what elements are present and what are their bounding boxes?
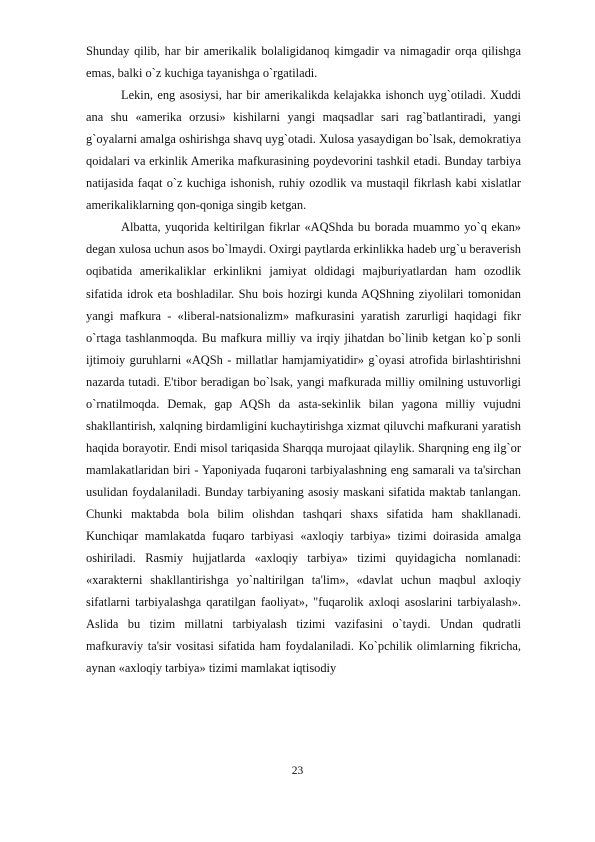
document-page bbox=[86, 40, 521, 679]
paragraph-2: Lekin, eng asosiysi, har bir amerikalikda kelajakka ishonch uyg`otiladi. Xuddi ana shu «amerika orzusi» kishilarni yangi maqsadlar sari rag`batlantiradi, yangi g`oyalarni amalga oshirishga shavq uyg`otadi. Xulosa yasaydigan bo`lsak, demokratiya qoidalari va erkinlik Amerika mafkurasining poydevorini tashkil etadi. Bunday tarbiya natijasida faqat o`z kuchiga ishonish, ruhiy ozodlik va mustaqil fikrlash kabi xislatlar amerikaliklarning qon-qoniga singib ketgan. bbox=[86, 88, 521, 213]
paragraph-3: Albatta, yuqorida keltirilgan fikrlar «AQShda bu borada muammo yo`q ekan» degan xulosa uchun asos bo`lmaydi. Oxirgi paytlarda erkinlikka hadeb urg`u beraverish oqibatida amerikaliklar erkinlikni jamiyat oldidagi majburiyatlardan ham ozodlik sifatida idrok eta boshladilar. Shu bois hozirgi kunda AQShning ziyolilari tomonidan yangi mafkura - «liberal-natsionalizm» mafkurasini yaratish zarurligi haqidagi fikr o`rtaga tashlanmoqda. Bu mafkura milliy va irqiy jihatdan bo`linib ketgan ko`p sonli ijtimoiy guruhlarni «AQSh - millatlar hamjamiyatidir» g`oyasi atrofida birlashtirishni nazarda tutadi. E'tibor beradigan bo`lsak, yangi mafkurada milliy omilning ustuvorligi o`rnatilmoqda. Demak, gap AQSh da asta-sekinlik bilan yagona milliy vujudni shakllantirish, xalqning birdamligini kuchaytirishga xizmat qiluvchi mafkurani yaratish haqida borayotir. Endi misol tariqasida Sharqqa murojaat qilaylik. Sharqning eng ilg`or mamlakatlaridan biri - Yaponiyada fuqaroni tarbiyalashning eng samarali va ta'sirchan usulidan foydalaniladi. Bunday tarbiyaning asosiy maskani sifatida maktab tanlangan. Chunki maktabda bola bilim olishdan tashqari shaxs sifatida ham shakllanadi. Kunchiqar mamlakatda fuqaro tarbiyasi «axloqiy tarbiya» tizimi doirasida amalga oshiriladi. Rasmiy hujjatlarda «axloqiy tarbiya» tizimi quyidagicha nomlanadi: «xarakterni shakllantirishga yo`naltirilgan ta'lim», «davlat uchun maqbul axloqiy sifatlarni tarbiyalashga qaratilgan faoliyat», "fuqarolik axloqi asoslarini tarbiyalash». Aslida bu tizim millatni tarbiyalash tizimi vazifasini o`taydi. Undan qudratli mafkuraviy ta'sir vositasi sifatida ham foydalaniladi. Ko`pchilik olimlarning fikricha, aynan «axloqiy tarbiya» tizimi mamlakat iqtisodiy bbox=[86, 220, 521, 676]
paragraph-1: Shunday qilib, har bir amerikalik bolaligidanoq kimgadir va nimagadir orqa qilishga emas, balki o`z kuchiga tayanishga o`rgatiladi. bbox=[86, 44, 521, 81]
page-number: 23 bbox=[291, 765, 304, 777]
